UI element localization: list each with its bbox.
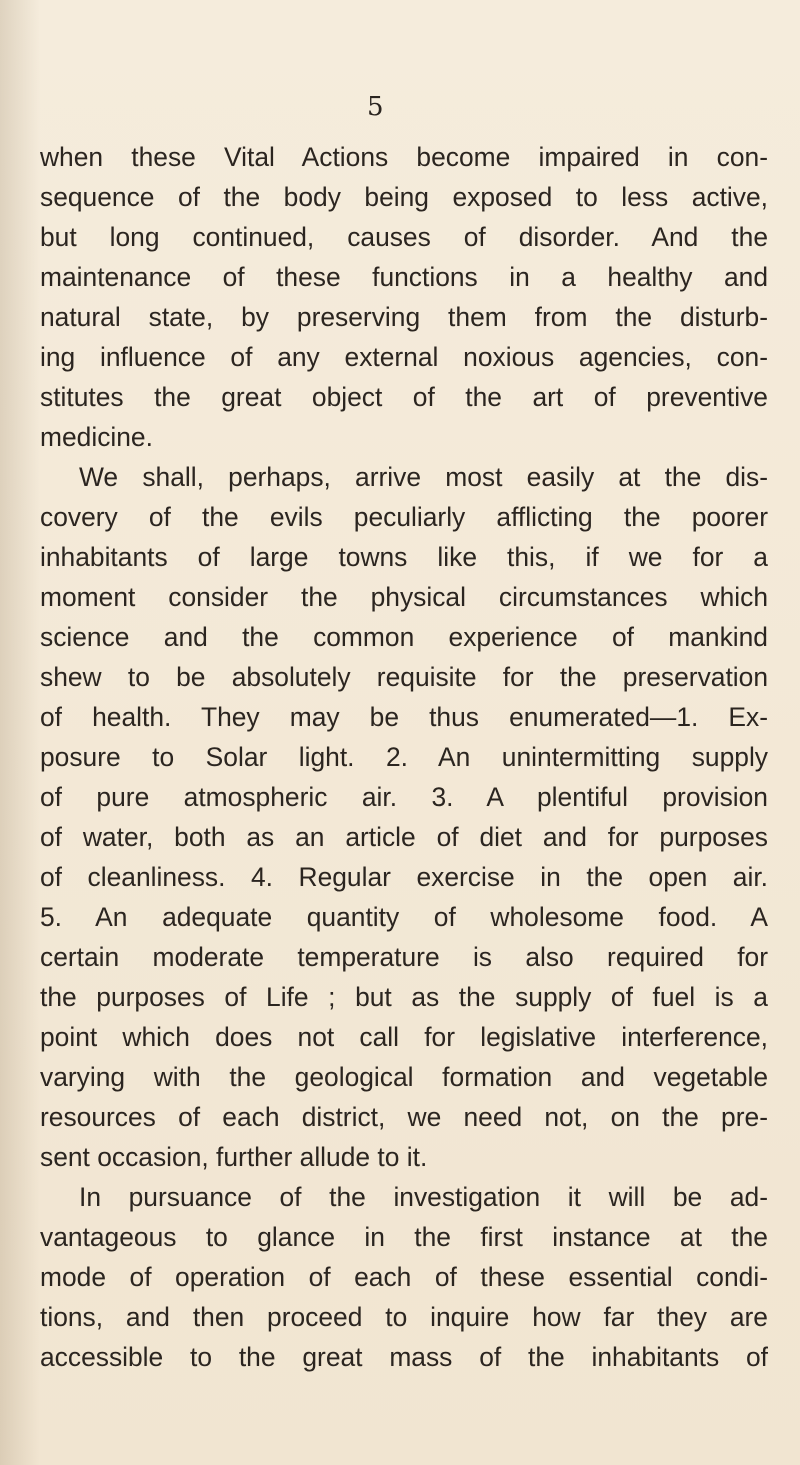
text-line: stitutes the great object of the art of preventive [40,382,768,412]
text-line: but long continued, causes of disorder. And the [40,222,768,252]
text-line: vantageous to glance in the first instance at the [40,1222,768,1252]
text-line: inhabitants of large towns like this, if we for a [40,542,768,572]
text-line: of health. They may be thus enumerated—1. Ex- [40,702,768,732]
text-line: the purposes of Life ; but as the supply of fuel is a [40,982,768,1012]
text-line: medicine. [40,422,153,452]
page-number: 5 [367,92,384,122]
text-line: maintenance of these functions in a healthy and [40,262,768,292]
text-line: of cleanliness. 4. Regular exercise in the open air. [40,862,768,892]
text-line: resources of each district, we need not, on the pre- [40,1102,768,1132]
text-line: of water, both as an article of diet and for purposes [40,822,768,852]
text-line: sequence of the body being exposed to less active, [40,182,768,212]
text-line: ing influence of any external noxious agencies, con- [40,342,768,372]
text-line: shew to be absolutely requisite for the preservation [40,662,768,692]
text-line: 5. An adequate quantity of wholesome food. A [40,902,768,932]
text-line: We shall, perhaps, arrive most easily at the dis- [79,462,768,492]
text-line: when these Vital Actions become impaired in con- [40,142,768,172]
text-line: tions, and then proceed to inquire how far they are [40,1302,768,1332]
text-line: posure to Solar light. 2. An unintermitting supply [40,742,768,772]
text-line: point which does not call for legislative interference, [40,1022,768,1052]
text-line: sent occasion, further allude to it. [40,1142,428,1172]
text-line: varying with the geological formation and vegetable [40,1062,768,1092]
text-line: In pursuance of the investigation it will be ad- [79,1182,768,1212]
text-line: certain moderate temperature is also required for [40,942,768,972]
text-line: accessible to the great mass of the inhabitants of [40,1342,768,1372]
text-line: mode of operation of each of these essential condi- [40,1262,768,1292]
text-line: of pure atmospheric air. 3. A plentiful provision [40,782,768,812]
text-line: covery of the evils peculiarly afflicting the poorer [40,502,768,532]
text-line: moment consider the physical circumstances which [40,582,768,612]
text-line: natural state, by preserving them from the disturb- [40,302,768,332]
text-line: science and the common experience of mankind [40,622,768,652]
